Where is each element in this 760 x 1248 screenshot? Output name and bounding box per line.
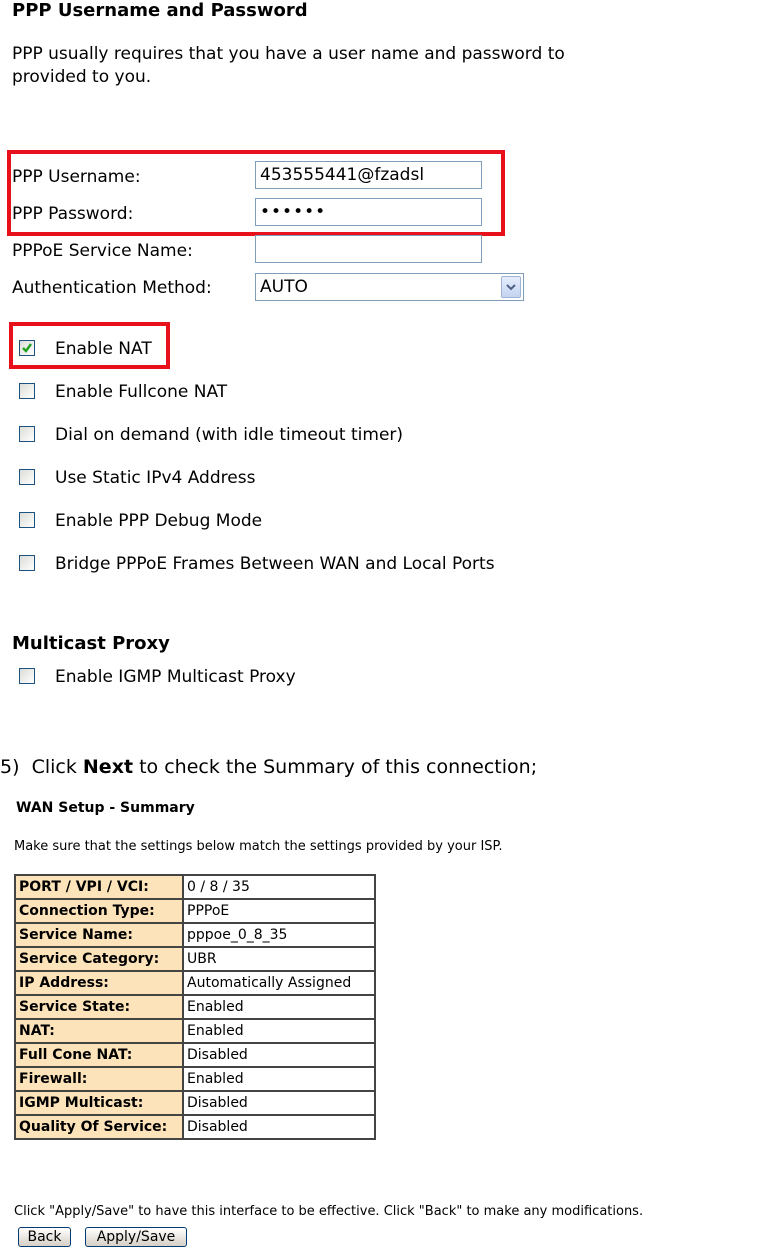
summary-value: Disabled [183,1115,375,1139]
auth-method-label: Authentication Method: [12,278,212,298]
multicast-section-title: Multicast Proxy [12,633,170,654]
summary-key: NAT: [15,1019,183,1043]
summary-table [14,874,376,1140]
step-instruction [0,756,537,778]
summary-key: IGMP Multicast: [15,1091,183,1115]
ppp-description-line2: provided to you. [12,67,152,87]
ppp-password-input[interactable]: •••••• [255,198,482,226]
auth-method-value: AUTO [260,277,308,297]
ppp-password-label: PPP Password: [12,204,134,224]
checkmark-icon [21,342,33,354]
summary-key: Firewall: [15,1067,183,1091]
summary-value: pppoe_0_8_35 [183,923,375,947]
step-prefix: 5) Click [0,756,83,778]
summary-value: UBR [183,947,375,971]
ppp-section-title: PPP Username and Password [12,0,308,21]
table-row [15,1043,375,1067]
ppp-username-input[interactable]: 453555441@fzadsl [255,161,482,189]
enable-fullcone-nat-label: Enable Fullcone NAT [55,382,228,402]
summary-value: Enabled [183,995,375,1019]
chevron-down-icon[interactable] [501,276,521,298]
summary-key: Service Category: [15,947,183,971]
dial-on-demand-label: Dial on demand (with idle timeout timer) [55,425,404,445]
igmp-multicast-label: Enable IGMP Multicast Proxy [55,667,296,687]
ppp-username-label: PPP Username: [12,167,141,187]
table-row [15,899,375,923]
summary-value: Enabled [183,1019,375,1043]
table-row [15,1115,375,1139]
summary-key: Connection Type: [15,899,183,923]
table-row [15,995,375,1019]
summary-key: Service Name: [15,923,183,947]
summary-value: Automatically Assigned [183,971,375,995]
table-row [15,947,375,971]
step-next-bold: Next [82,756,134,778]
summary-value: Disabled [183,1091,375,1115]
bridge-pppoe-label: Bridge PPPoE Frames Between WAN and Local Ports [55,554,495,574]
table-row [15,1067,375,1091]
summary-value: Disabled [183,1043,375,1067]
table-row [15,971,375,995]
step-suffix: to check the Summary of this connection; [133,756,538,778]
igmp-multicast-checkbox[interactable] [19,668,35,684]
enable-fullcone-nat-checkbox[interactable] [19,383,35,399]
table-row [15,875,375,899]
ppp-description-line1: PPP usually requires that you have a user name and password to [12,44,565,64]
summary-key: Quality Of Service: [15,1115,183,1139]
enable-nat-label: Enable NAT [55,339,152,359]
table-row [15,1091,375,1115]
apply-save-button[interactable]: Apply/Save [85,1227,187,1247]
back-button[interactable]: Back [18,1227,71,1247]
summary-description: Make sure that the settings below match the settings provided by your ISP. [14,839,503,854]
ppp-debug-checkbox[interactable] [19,512,35,528]
summary-key: Service State: [15,995,183,1019]
table-row [15,1019,375,1043]
summary-key: PORT / VPI / VCI: [15,875,183,899]
summary-value: 0 / 8 / 35 [183,875,375,899]
static-ipv4-checkbox[interactable] [19,469,35,485]
summary-value: PPPoE [183,899,375,923]
ppp-debug-label: Enable PPP Debug Mode [55,511,263,531]
summary-key: IP Address: [15,971,183,995]
dial-on-demand-checkbox[interactable] [19,426,35,442]
table-row [15,923,375,947]
summary-value: Enabled [183,1067,375,1091]
bridge-pppoe-checkbox[interactable] [19,555,35,571]
enable-nat-checkbox[interactable] [19,340,35,356]
pppoe-service-name-input[interactable] [255,235,482,263]
pppoe-service-name-label: PPPoE Service Name: [12,241,193,261]
summary-title: WAN Setup - Summary [16,800,195,816]
static-ipv4-label: Use Static IPv4 Address [55,468,256,488]
auth-method-select[interactable] [255,273,524,301]
summary-footer-instruction: Click "Apply/Save" to have this interface to be effective. Click "Back" to make any modifications. [14,1204,644,1219]
summary-key: Full Cone NAT: [15,1043,183,1067]
